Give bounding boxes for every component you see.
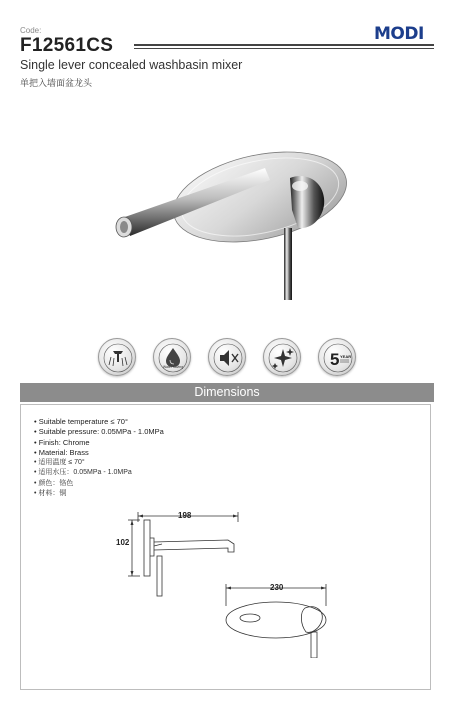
warranty-number: 5 — [330, 350, 340, 369]
front-spout-outlet — [240, 614, 260, 622]
water-saving-icon — [153, 338, 191, 376]
product-image — [100, 140, 380, 310]
dimensions-heading: Dimensions — [194, 385, 260, 399]
spec-material-cn: • 材料：铜 — [34, 489, 164, 499]
side-handle — [157, 556, 162, 596]
dim-230-label: 230 — [270, 583, 284, 592]
five-year-warranty-icon — [318, 338, 356, 376]
spec-finish-cn: • 颜色：铬色 — [34, 479, 164, 489]
side-wall-plate — [144, 520, 150, 576]
side-body — [150, 538, 154, 556]
dimensions-bar — [20, 383, 434, 402]
feature-icons — [98, 338, 358, 384]
side-spout — [154, 540, 234, 552]
water-flow-icon — [98, 338, 136, 376]
spec-temperature-cn: • 适用温度 ≤ 70° — [34, 458, 164, 468]
spec-pressure: • Suitable pressure: 0.05MPa - 1.0MPa — [34, 427, 164, 437]
brand-logo: MODI — [374, 24, 424, 44]
front-handle — [311, 632, 317, 658]
warranty-year: YEAR — [340, 354, 352, 359]
dim-102-label: 102 — [116, 538, 130, 547]
sparkle-clean-icon — [263, 338, 301, 376]
title-en: Single lever concealed washbasin mixer — [20, 58, 243, 72]
spec-temperature: • Suitable temperature ≤ 70° — [34, 417, 164, 427]
spec-material: • Material: Brass — [34, 448, 164, 458]
model-number: F12561CS — [20, 35, 114, 56]
mute-icon — [208, 338, 246, 376]
dim-198-label: 198 — [178, 511, 192, 520]
technical-drawing — [110, 508, 350, 658]
header-rule-thick — [134, 44, 434, 46]
code-label: Code: — [20, 26, 42, 35]
title-cn: 单把入墙面盆龙头 — [20, 78, 93, 88]
header-rule-thin — [134, 48, 434, 49]
spec-list — [34, 417, 164, 499]
spec-finish: • Finish: Chrome — [34, 438, 164, 448]
water-saving-caption: Water saving — [162, 365, 184, 369]
spec-pressure-cn: • 适用水压：0.05MPa - 1.0MPa — [34, 468, 164, 478]
